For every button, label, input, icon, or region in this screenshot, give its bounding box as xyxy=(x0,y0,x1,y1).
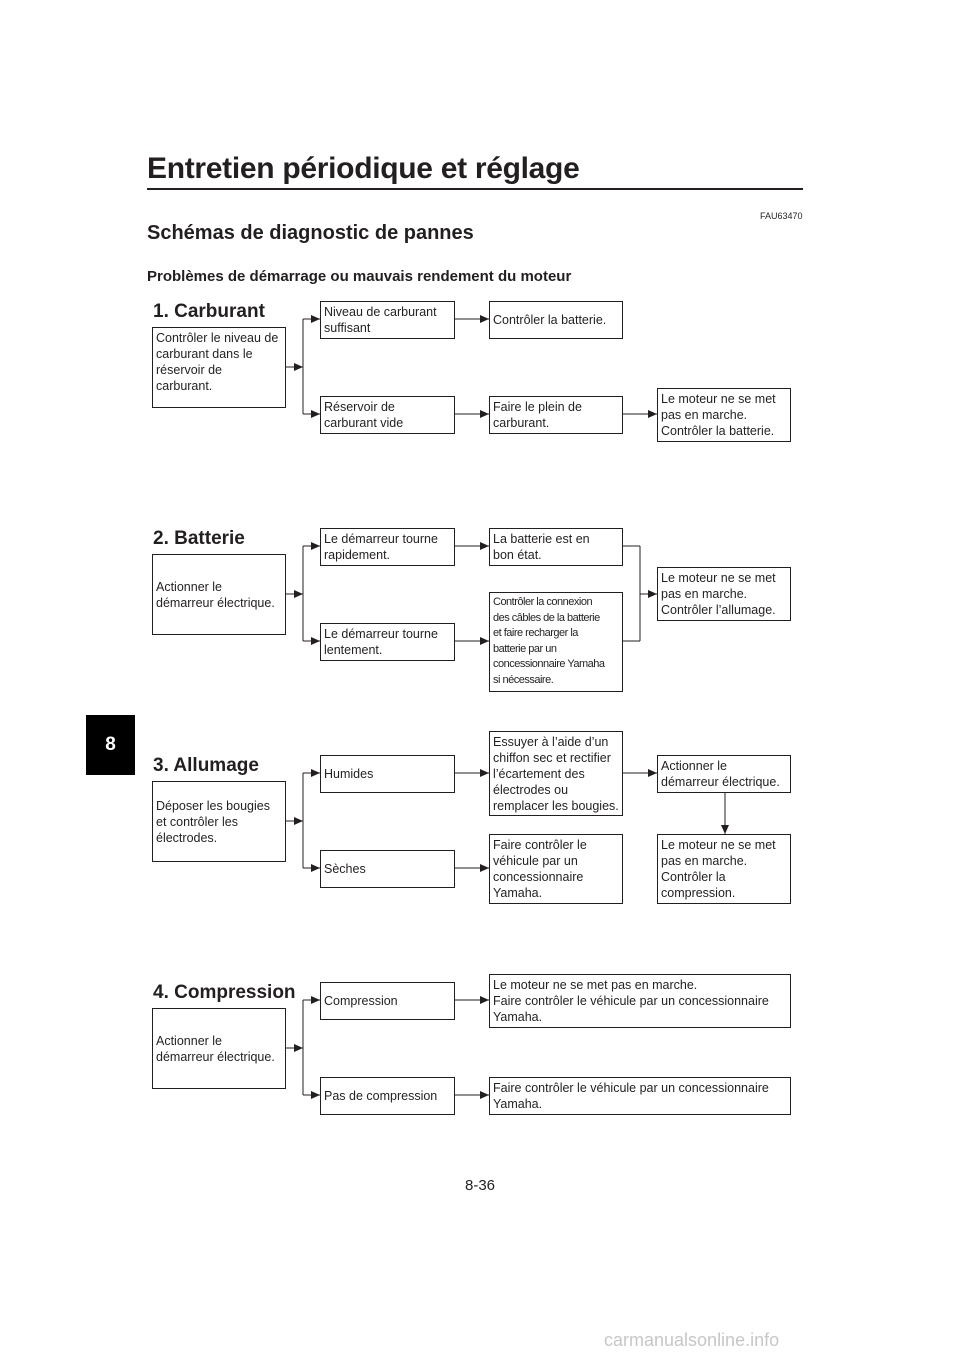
carburant-branch-empty: Réservoir de carburant vide xyxy=(320,396,455,434)
batterie-branch-fast: Le démarreur tourne rapidement. xyxy=(320,528,455,566)
subsection-title: Problèmes de démarrage ou mauvais rendement du moteur xyxy=(147,268,572,285)
allumage-final-box: Le moteur ne se met pas en marche. Contrôler la compression. xyxy=(657,834,791,904)
compression-branch-no: Pas de compression xyxy=(320,1077,455,1115)
allumage-start-box: Déposer les bougies et contrôler les électrodes. xyxy=(152,781,286,862)
carburant-result-check-battery: Contrôler la batterie. xyxy=(489,301,623,339)
carburant-final-box: Le moteur ne se met pas en marche. Contrôler la batterie. xyxy=(657,388,791,442)
section-title-carburant: 1. Carburant xyxy=(153,301,265,322)
page-title: Entretien périodique et réglage xyxy=(147,152,580,185)
allumage-branch-wet: Humides xyxy=(320,755,455,793)
allumage-result-dealer: Faire contrôler le véhicule par un concessionnaire Yamaha. xyxy=(489,834,623,904)
chapter-tab: 8 xyxy=(86,715,135,775)
section-title-compression: 4. Compression xyxy=(153,982,296,1003)
batterie-final-box: Le moteur ne se met pas en marche. Contrôler l’allumage. xyxy=(657,567,791,621)
carburant-start-box: Contrôler le niveau de carburant dans le réservoir de carburant. xyxy=(152,327,286,408)
section-title-allumage: 3. Allumage xyxy=(153,755,259,776)
batterie-result-check-cables: Contrôler la connexion des câbles de la batterie et faire recharger la batterie par un concessionnaire Yamaha si nécessaire. xyxy=(489,592,623,692)
section-title-batterie: 2. Batterie xyxy=(153,528,245,549)
watermark: carmanualsonline.info xyxy=(604,1330,780,1350)
compression-start-box: Actionner le démarreur électrique. xyxy=(152,1008,286,1089)
compression-result-no: Faire contrôler le véhicule par un concessionnaire Yamaha. xyxy=(489,1077,791,1115)
carburant-result-refuel: Faire le plein de carburant. xyxy=(489,396,623,434)
page-number: 8-36 xyxy=(464,1177,496,1194)
compression-branch-yes: Compression xyxy=(320,982,455,1020)
compression-result-yes: Le moteur ne se met pas en marche. Faire contrôler le véhicule par un concessionnaire Yamaha. xyxy=(489,974,791,1028)
allumage-result-clean-plugs: Essuyer à l’aide d’un chiffon sec et rectifier l’écartement des électrodes ou remplacer les bougies. xyxy=(489,731,623,816)
batterie-result-good: La batterie est en bon état. xyxy=(489,528,623,566)
allumage-next-start-box: Actionner le démarreur électrique. xyxy=(657,755,791,793)
carburant-branch-sufficient: Niveau de carburant suffisant xyxy=(320,301,455,339)
section-title: Schémas de diagnostic de pannes xyxy=(147,222,474,244)
reference-code: FAU63470 xyxy=(760,211,803,221)
batterie-start-box: Actionner le démarreur électrique. xyxy=(152,554,286,635)
allumage-branch-dry: Sèches xyxy=(320,850,455,888)
batterie-branch-slow: Le démarreur tourne lentement. xyxy=(320,623,455,661)
